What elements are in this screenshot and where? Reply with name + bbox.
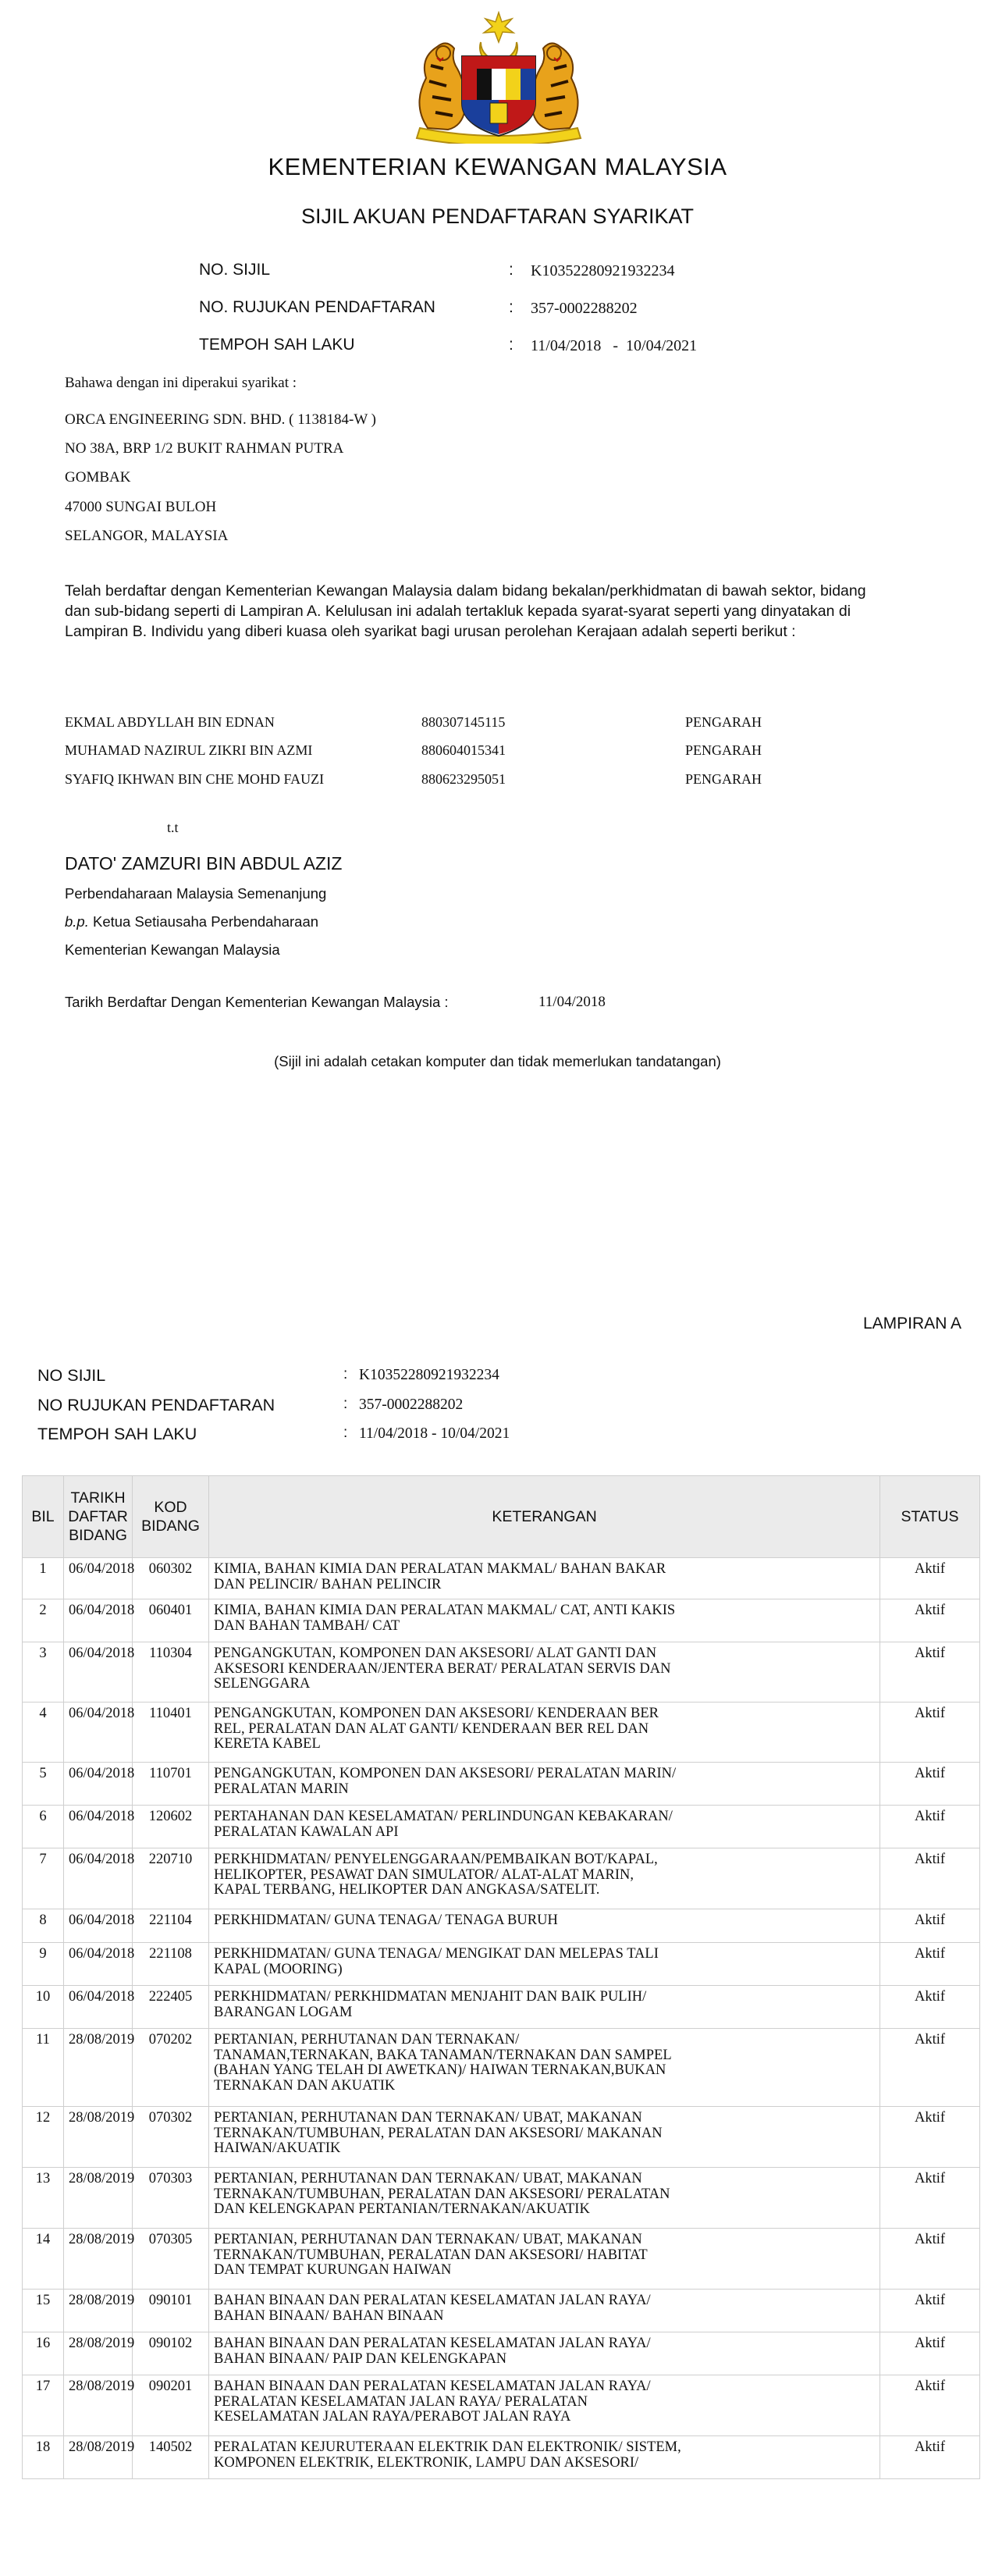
- cell-tarikh: 06/04/2018: [64, 1909, 133, 1943]
- cell-bil: 2: [23, 1599, 64, 1642]
- keterangan-line: HELIKOPTER, PESAWAT DAN SIMULATOR/ ALAT-ALAT MARIN,: [214, 1866, 634, 1883]
- cell-bil: 6: [23, 1806, 64, 1848]
- lampiran-field-label: NO RUJUKAN PENDAFTARAN: [37, 1396, 275, 1414]
- cell-keterangan: [209, 1943, 880, 1986]
- signatory-capacity: [65, 913, 318, 930]
- field-code-table: [22, 1475, 980, 2479]
- cell-status: Aktif: [880, 2375, 980, 2436]
- cell-kod: 220710: [133, 1848, 209, 1909]
- cell-kod: 070202: [133, 2029, 209, 2107]
- cell-kod: 060401: [133, 1599, 209, 1642]
- keterangan-line: BAHAN BINAAN/ BAHAN BINAAN: [214, 2307, 444, 2324]
- bp-title: Ketua Setiausaha Perbendaharaan: [88, 913, 319, 930]
- cell-keterangan: [209, 2436, 880, 2479]
- cell-status: Aktif: [880, 2290, 980, 2332]
- lampiran-field-colon: :: [343, 1366, 348, 1382]
- director-ic: 880604015341: [421, 742, 506, 758]
- cell-bil: 11: [23, 2029, 64, 2107]
- table-row: [23, 2168, 980, 2229]
- coat-of-arms-logo: [396, 11, 601, 144]
- validity-label: TEMPOH SAH LAKU: [199, 336, 355, 354]
- cell-status: Aktif: [880, 1703, 980, 1763]
- address-line: 47000 SUNGAI BULOH: [65, 499, 217, 515]
- keterangan-line: DAN PELINCIR/ BAHAN PELINCIR: [214, 1576, 442, 1592]
- table-row: [23, 1909, 980, 1943]
- keterangan-line: BAHAN BINAAN DAN PERALATAN KESELAMATAN JALAN RAYA/: [214, 2293, 651, 2308]
- keterangan-line: TERNAKAN/TUMBUHAN, PERALATAN DAN AKSESORI/ MAKANAN: [214, 2125, 663, 2141]
- col-header-status: STATUS: [880, 1476, 980, 1558]
- cell-kod: 221108: [133, 1943, 209, 1986]
- keterangan-line: KERETA KABEL: [214, 1736, 321, 1752]
- cell-kod: 120602: [133, 1806, 209, 1848]
- keterangan-line: KOMPONEN ELEKTRIK, ELEKTRONIK, LAMPU DAN AKSESORI/: [214, 2454, 639, 2471]
- cell-keterangan: [209, 1806, 880, 1848]
- cell-tarikh: 28/08/2019: [64, 2029, 133, 2107]
- cell-bil: 1: [23, 1558, 64, 1599]
- cell-tarikh: 28/08/2019: [64, 2168, 133, 2229]
- col-header-keterangan: KETERANGAN: [209, 1476, 880, 1558]
- validity-value: 11/04/2018 - 10/04/2021: [531, 337, 698, 354]
- cell-tarikh: 06/04/2018: [64, 1642, 133, 1703]
- cell-tarikh: 28/08/2019: [64, 2290, 133, 2332]
- lampiran-field-colon: :: [343, 1425, 348, 1441]
- cell-status: Aktif: [880, 2436, 980, 2479]
- table-row: [23, 1986, 980, 2029]
- cell-bil: 8: [23, 1909, 64, 1943]
- cell-kod: 110304: [133, 1642, 209, 1703]
- cert-label: NO. SIJIL: [199, 261, 271, 279]
- cell-keterangan: [209, 2229, 880, 2290]
- cell-status: Aktif: [880, 2029, 980, 2107]
- table-row: [23, 2107, 980, 2168]
- keterangan-line: AKSESORI KENDERAAN/JENTERA BERAT/ PERALATAN SERVIS DAN: [214, 1660, 671, 1677]
- registration-date: 11/04/2018: [538, 994, 606, 1010]
- keterangan-line: PERALATAN KAWALAN API: [214, 1823, 399, 1840]
- cell-keterangan: [209, 2375, 880, 2436]
- cell-status: Aktif: [880, 1599, 980, 1642]
- signatory-ministry: Kementerian Kewangan Malaysia: [65, 941, 280, 958]
- table-row: [23, 1642, 980, 1703]
- cell-bil: 9: [23, 1943, 64, 1986]
- cell-keterangan: [209, 1909, 880, 1943]
- keterangan-line: DAN BAHAN TAMBAH/ CAT: [214, 1617, 400, 1634]
- director-role: PENGARAH: [685, 771, 762, 787]
- keterangan-line: KESELAMATAN JALAN RAYA/PERABOT JALAN RAYA: [214, 2409, 571, 2425]
- cell-status: Aktif: [880, 1763, 980, 1806]
- signatory-office: Perbendaharaan Malaysia Semenanjung: [65, 885, 327, 902]
- keterangan-line: PERKHIDMATAN/ PENYELENGGARAAN/PEMBAIKAN BOT/KAPAL,: [214, 1852, 658, 1867]
- statement-line: Telah berdaftar dengan Kementerian Kewangan Malaysia dalam bidang bekalan/perkhidmatan di bawah sektor, bidang: [65, 582, 866, 600]
- cell-bil: 15: [23, 2290, 64, 2332]
- cell-keterangan: [209, 1558, 880, 1599]
- address-line: GOMBAK: [65, 469, 131, 486]
- table-row: [23, 2436, 980, 2479]
- lampiran-field-value: 357-0002288202: [359, 1397, 464, 1413]
- cell-keterangan: [209, 1599, 880, 1642]
- cell-tarikh: 06/04/2018: [64, 1943, 133, 1986]
- cell-tarikh: 06/04/2018: [64, 1848, 133, 1909]
- cell-kod: 221104: [133, 1909, 209, 1943]
- keterangan-line: BARANGAN LOGAM: [214, 2004, 353, 2020]
- cert-colon: :: [509, 261, 513, 279]
- cell-kod: 090201: [133, 2375, 209, 2436]
- cell-kod: 140502: [133, 2436, 209, 2479]
- cell-bil: 14: [23, 2229, 64, 2290]
- cell-keterangan: [209, 1703, 880, 1763]
- cell-kod: 060302: [133, 1558, 209, 1599]
- cell-bil: 18: [23, 2436, 64, 2479]
- keterangan-line: KIMIA, BAHAN KIMIA DAN PERALATAN MAKMAL/ CAT, ANTI KAKIS: [214, 1603, 676, 1618]
- keterangan-line: PERTANIAN, PERHUTANAN DAN TERNAKAN/ UBAT, MAKANAN: [214, 2110, 642, 2126]
- cell-status: Aktif: [880, 2332, 980, 2375]
- cell-status: Aktif: [880, 1986, 980, 2029]
- keterangan-line: PENGANGKUTAN, KOMPONEN DAN AKSESORI/ KENDERAAN BER: [214, 1706, 659, 1721]
- director-name: MUHAMAD NAZIRUL ZIKRI BIN AZMI: [65, 742, 313, 758]
- cell-keterangan: [209, 1848, 880, 1909]
- table-row: [23, 2332, 980, 2375]
- cell-tarikh: 06/04/2018: [64, 1703, 133, 1763]
- registration-label: Tarikh Berdaftar Dengan Kementerian Kewangan Malaysia :: [65, 994, 449, 1010]
- cell-kod: 090102: [133, 2332, 209, 2375]
- cell-tarikh: 06/04/2018: [64, 1763, 133, 1806]
- keterangan-line: PENGANGKUTAN, KOMPONEN DAN AKSESORI/ ALAT GANTI DAN: [214, 1646, 657, 1661]
- cell-bil: 17: [23, 2375, 64, 2436]
- cell-keterangan: [209, 2029, 880, 2107]
- keterangan-line: DAN TEMPAT KURUNGAN HAIWAN: [214, 2262, 452, 2278]
- cell-kod: 110401: [133, 1703, 209, 1763]
- keterangan-line: TERNAKAN/TUMBUHAN, PERALATAN DAN AKSESORI/ HABITAT: [214, 2247, 648, 2263]
- table-row: [23, 1806, 980, 1848]
- cell-status: Aktif: [880, 1909, 980, 1943]
- bp-prefix: b.p.: [65, 913, 89, 930]
- statement-line: Lampiran B. Individu yang diberi kuasa oleh syarikat bagi urusan perolehan Kerajaan adalah seperti berikut :: [65, 623, 796, 640]
- cell-bil: 12: [23, 2107, 64, 2168]
- keterangan-line: BAHAN BINAAN DAN PERALATAN KESELAMATAN JALAN RAYA/: [214, 2336, 651, 2351]
- signatory-name: DATO' ZAMZURI BIN ABDUL AZIZ: [65, 853, 343, 873]
- statement-line: dan sub-bidang seperti di Lampiran A. Kelulusan ini adalah tertakluk kepada syarat-syarat seperti yang dinyatakan di: [65, 603, 851, 620]
- cell-keterangan: [209, 2107, 880, 2168]
- table-row: [23, 2229, 980, 2290]
- cert-value: K10352280921932234: [531, 262, 675, 279]
- lampiran-title: LAMPIRAN A: [863, 1315, 962, 1332]
- keterangan-line: DAN KELENGKAPAN PERTANIAN/TERNAKAN/AKUATIK: [214, 2201, 590, 2217]
- director-name: EKMAL ABDYLLAH BIN EDNAN: [65, 714, 275, 730]
- table-row: [23, 1848, 980, 1909]
- cell-bil: 13: [23, 2168, 64, 2229]
- cell-kod: 070305: [133, 2229, 209, 2290]
- address-line: SELANGOR, MALAYSIA: [65, 528, 229, 544]
- col-header-bil: BIL: [23, 1476, 64, 1558]
- certificate-title: SIJIL AKUAN PENDAFTARAN SYARIKAT: [300, 205, 695, 228]
- cell-tarikh: 06/04/2018: [64, 1986, 133, 2029]
- table-row: [23, 1558, 980, 1599]
- keterangan-line: PERKHIDMATAN/ GUNA TENAGA/ TENAGA BURUH: [214, 1912, 558, 1928]
- cell-bil: 10: [23, 1986, 64, 2029]
- company-name: ORCA ENGINEERING SDN. BHD. ( 1138184-W ): [65, 411, 376, 428]
- cell-kod: 090101: [133, 2290, 209, 2332]
- table-row: [23, 1763, 980, 1806]
- cell-tarikh: 06/04/2018: [64, 1599, 133, 1642]
- keterangan-line: PENGANGKUTAN, KOMPONEN DAN AKSESORI/ PERALATAN MARIN/: [214, 1766, 677, 1781]
- cell-status: Aktif: [880, 1848, 980, 1909]
- cell-keterangan: [209, 2290, 880, 2332]
- cell-tarikh: 06/04/2018: [64, 1806, 133, 1848]
- director-role: PENGARAH: [685, 742, 762, 758]
- cell-status: Aktif: [880, 1943, 980, 1986]
- keterangan-line: REL, PERALATAN DAN ALAT GANTI/ KENDERAAN BER REL DAN: [214, 1720, 649, 1737]
- keterangan-line: HAIWAN/AKUATIK: [214, 2140, 341, 2156]
- ref-colon: :: [509, 298, 513, 316]
- keterangan-line: BAHAN BINAAN DAN PERALATAN KESELAMATAN JALAN RAYA/: [214, 2379, 651, 2394]
- keterangan-line: KAPAL (MOORING): [214, 1961, 343, 1977]
- cell-kod: 070302: [133, 2107, 209, 2168]
- director-ic: 880307145115: [421, 714, 506, 730]
- col-header-kod: KOD BIDANG: [133, 1476, 209, 1558]
- director-name: SYAFIQ IKHWAN BIN CHE MOHD FAUZI: [65, 771, 325, 787]
- cell-bil: 3: [23, 1642, 64, 1703]
- keterangan-line: KAPAL TERBANG, HELIKOPTER DAN ANGKASA/SATELIT.: [214, 1882, 600, 1898]
- cell-keterangan: [209, 2332, 880, 2375]
- table-row: [23, 1599, 980, 1642]
- cell-tarikh: 28/08/2019: [64, 2375, 133, 2436]
- address-line: NO 38A, BRP 1/2 BUKIT RAHMAN PUTRA: [65, 440, 344, 457]
- cell-bil: 5: [23, 1763, 64, 1806]
- keterangan-line: SELENGGARA: [214, 1676, 311, 1692]
- director-ic: 880623295051: [421, 771, 506, 787]
- cell-bil: 16: [23, 2332, 64, 2375]
- col-header-tarikh: TARIKH DAFTAR BIDANG: [64, 1476, 133, 1558]
- lampiran-field-label: NO SIJIL: [37, 1366, 106, 1385]
- cell-status: Aktif: [880, 1806, 980, 1848]
- table-row: [23, 1943, 980, 1986]
- keterangan-line: PERTANIAN, PERHUTANAN DAN TERNAKAN/ UBAT, MAKANAN: [214, 2171, 642, 2186]
- keterangan-line: PERTAHANAN DAN KESELAMATAN/ PERLINDUNGAN KEBAKARAN/: [214, 1809, 673, 1824]
- ministry-title: KEMENTERIAN KEWANGAN MALAYSIA: [268, 153, 727, 180]
- lampiran-field-label: TEMPOH SAH LAKU: [37, 1425, 197, 1443]
- keterangan-line: TERNAKAN DAN AKUATIK: [214, 2077, 396, 2094]
- ref-label: NO. RUJUKAN PENDAFTARAN: [199, 298, 435, 316]
- cell-tarikh: 28/08/2019: [64, 2436, 133, 2479]
- table-row: [23, 2290, 980, 2332]
- cell-kod: 222405: [133, 1986, 209, 2029]
- lampiran-field-colon: :: [343, 1396, 348, 1412]
- keterangan-line: PERALATAN KESELAMATAN JALAN RAYA/ PERALATAN: [214, 2393, 588, 2410]
- validity-colon: :: [509, 336, 513, 354]
- ref-value: 357-0002288202: [531, 300, 638, 317]
- lampiran-field-value: 11/04/2018 - 10/04/2021: [359, 1425, 510, 1442]
- cell-status: Aktif: [880, 1642, 980, 1703]
- table-row: [23, 2375, 980, 2436]
- keterangan-line: TERNAKAN/TUMBUHAN, PERALATAN DAN AKSESORI/ PERALATAN: [214, 2186, 670, 2202]
- keterangan-line: PERKHIDMATAN/ GUNA TENAGA/ MENGIKAT DAN MELEPAS TALI: [214, 1946, 659, 1962]
- keterangan-line: PERTANIAN, PERHUTANAN DAN TERNAKAN/ UBAT, MAKANAN: [214, 2232, 642, 2247]
- keterangan-line: PERALATAN MARIN: [214, 1781, 349, 1797]
- cell-keterangan: [209, 2168, 880, 2229]
- cell-tarikh: 28/08/2019: [64, 2229, 133, 2290]
- table-row: [23, 2029, 980, 2107]
- table-row: [23, 1703, 980, 1763]
- cell-bil: 4: [23, 1703, 64, 1763]
- keterangan-line: PERTANIAN, PERHUTANAN DAN TERNAKAN/: [214, 2032, 520, 2048]
- keterangan-line: BAHAN BINAAN/ PAIP DAN KELENGKAPAN: [214, 2350, 507, 2367]
- intro-text: Bahawa dengan ini diperakui syarikat :: [65, 375, 297, 391]
- table-header-row: [23, 1476, 980, 1558]
- lampiran-field-value: K10352280921932234: [359, 1367, 499, 1383]
- cell-tarikh: 28/08/2019: [64, 2107, 133, 2168]
- cell-tarikh: 28/08/2019: [64, 2332, 133, 2375]
- cell-kod: 110701: [133, 1763, 209, 1806]
- keterangan-line: KIMIA, BAHAN KIMIA DAN PERALATAN MAKMAL/ BAHAN BAKAR: [214, 1561, 666, 1577]
- keterangan-line: TANAMAN,TERNAKAN, BAKA TANAMAN/TERNAKAN DAN SAMPEL: [214, 2047, 672, 2063]
- tt-mark: t.t: [167, 820, 179, 835]
- cell-status: Aktif: [880, 2107, 980, 2168]
- keterangan-line: PERKHIDMATAN/ PERKHIDMATAN MENJAHIT DAN BAIK PULIH/: [214, 1989, 647, 2005]
- cell-kod: 070303: [133, 2168, 209, 2229]
- cell-tarikh: 06/04/2018: [64, 1558, 133, 1599]
- cell-bil: 7: [23, 1848, 64, 1909]
- keterangan-line: (BAHAN YANG TELAH DI AWETKAN)/ HAIWAN TERNAKAN,BUKAN: [214, 2062, 666, 2078]
- cell-keterangan: [209, 1763, 880, 1806]
- cell-status: Aktif: [880, 1558, 980, 1599]
- keterangan-line: PERALATAN KEJURUTERAAN ELEKTRIK DAN ELEKTRONIK/ SISTEM,: [214, 2439, 681, 2455]
- cell-keterangan: [209, 1986, 880, 2029]
- director-role: PENGARAH: [685, 714, 762, 730]
- cell-keterangan: [209, 1642, 880, 1703]
- computer-print-note: (Sijil ini adalah cetakan komputer dan tidak memerlukan tandatangan): [274, 1053, 721, 1069]
- cell-status: Aktif: [880, 2168, 980, 2229]
- cell-status: Aktif: [880, 2229, 980, 2290]
